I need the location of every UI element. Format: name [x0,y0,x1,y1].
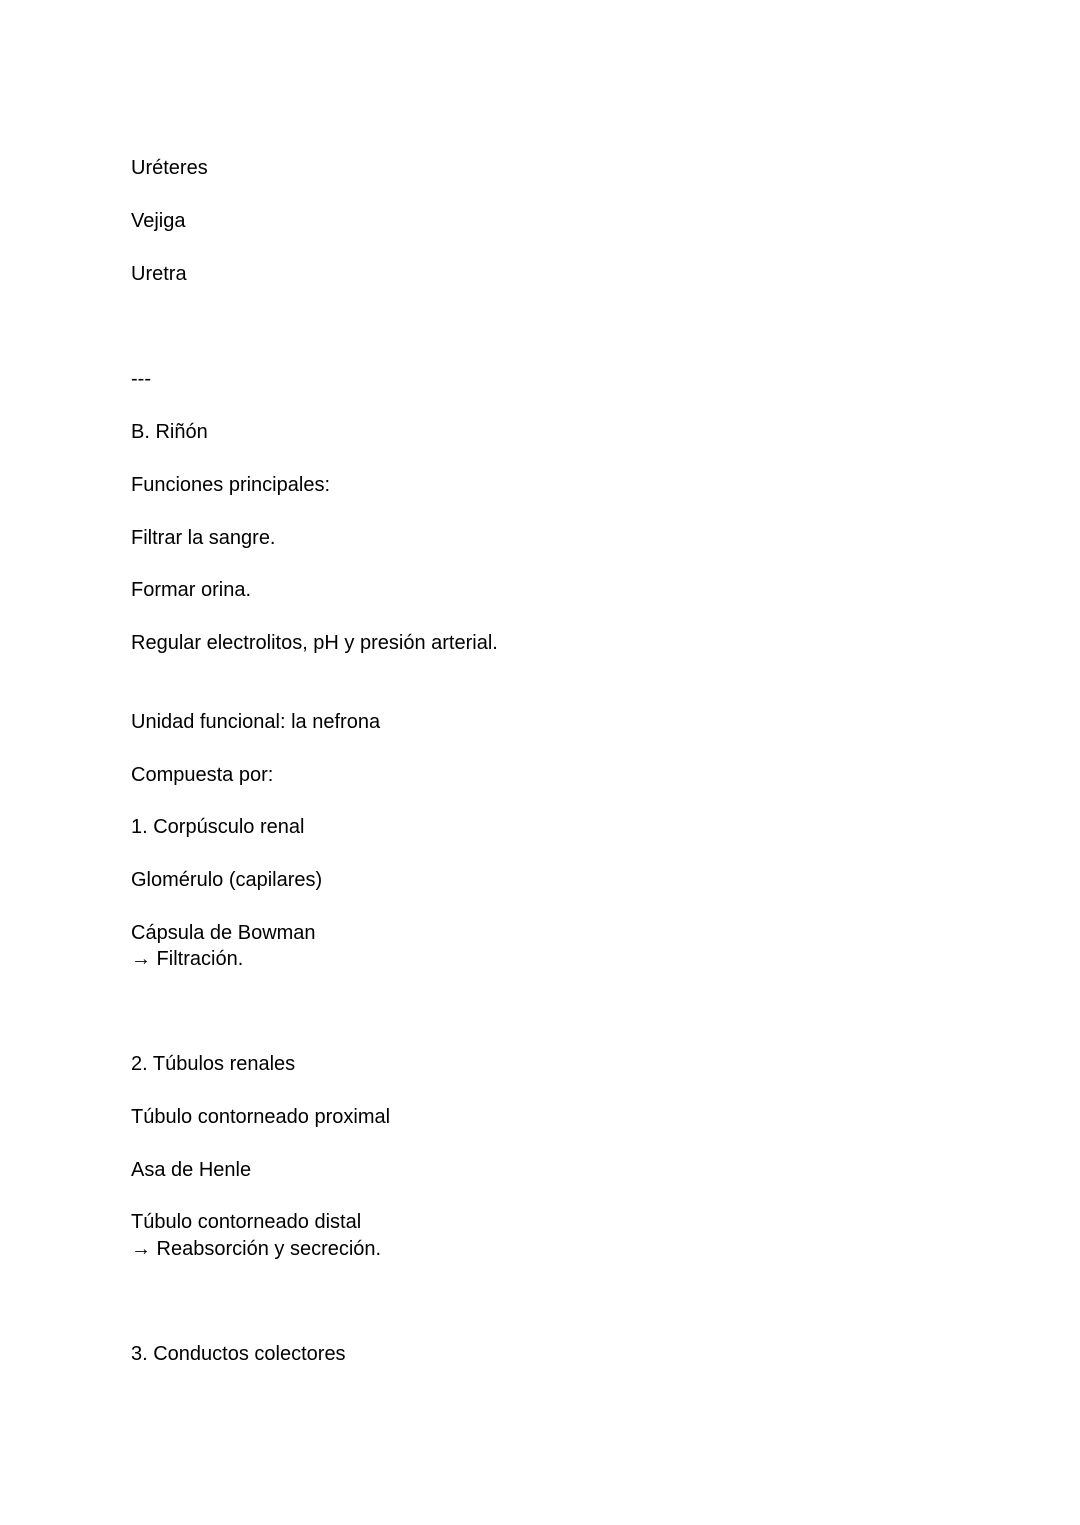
list-item-regular: Regular electrolitos, pH y presión arterial. [131,632,498,654]
list-item-tcd: Túbulo contorneado distal [131,1211,362,1233]
subheading-compuesta-por: Compuesta por: [131,764,274,786]
section-heading-rinon: B. Riñón [131,421,208,443]
result-filtracion: → Filtración. [131,948,244,970]
list-item-ureteres: Uréteres [131,157,208,179]
section-divider: --- [131,368,151,390]
numbered-item-tubulos: 2. Túbulos renales [131,1053,296,1075]
list-item-formar-orina: Formar orina. [131,579,252,601]
subheading-unidad-funcional: Unidad funcional: la nefrona [131,711,381,733]
list-item-uretra: Uretra [131,263,187,285]
numbered-item-corpusculo: 1. Corpúsculo renal [131,816,305,838]
list-item-glomerulo: Glomérulo (capilares) [131,869,323,891]
list-item-asa-henle: Asa de Henle [131,1159,252,1181]
numbered-item-conductos: 3. Conductos colectores [131,1343,346,1365]
result-reabsorcion: → Reabsorción y secreción. [131,1238,382,1260]
list-item-tcp: Túbulo contorneado proximal [131,1106,391,1128]
list-item-filtrar: Filtrar la sangre. [131,527,276,549]
subheading-funciones: Funciones principales: [131,474,330,496]
list-item-vejiga: Vejiga [131,210,186,232]
list-item-capsula-bowman: Cápsula de Bowman [131,922,316,944]
